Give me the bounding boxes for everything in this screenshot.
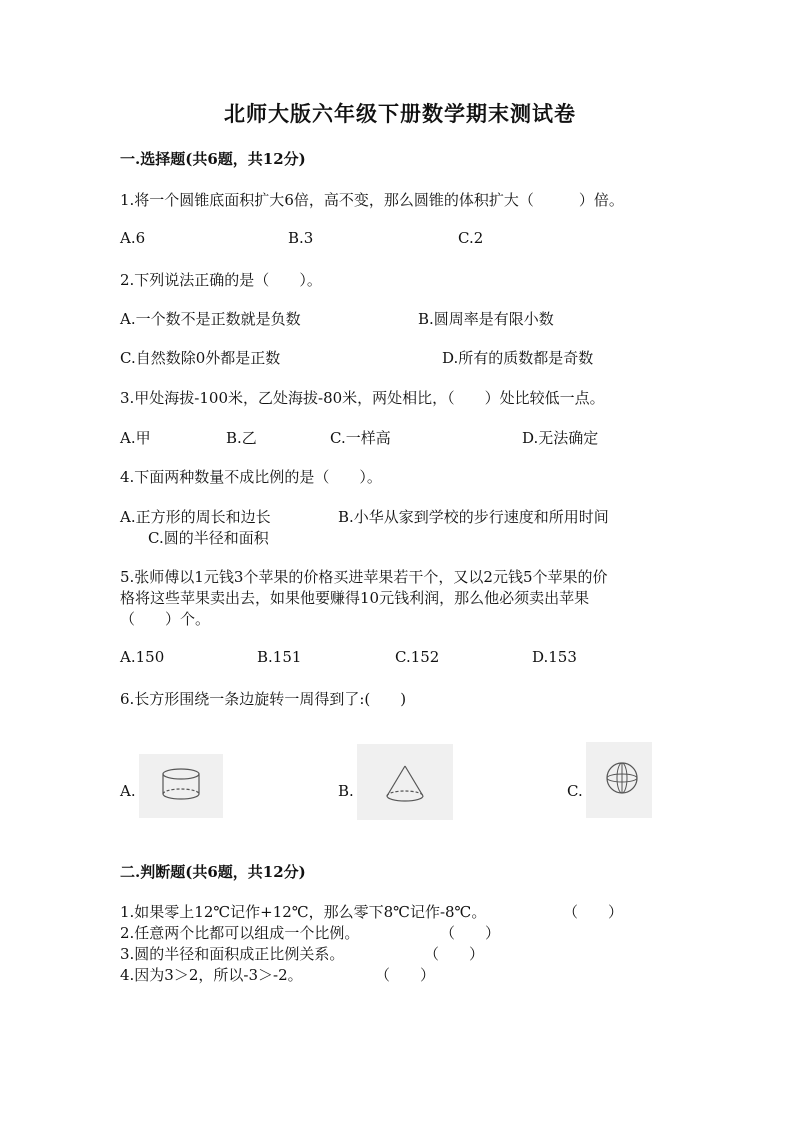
- question-3: 3.甲处海拔-100米，乙处海拔-80米，两处相比，（ ）处比较低一点。: [120, 389, 605, 407]
- judgment-2: 2.任意两个比都可以组成一个比例。: [120, 924, 360, 942]
- question-5-line-3: （ ）个。: [120, 610, 211, 628]
- judgment-3-blank: （ ）: [424, 945, 485, 963]
- judgment-2-blank: （ ）: [440, 924, 501, 942]
- q2-option-a: A.一个数不是正数就是负数: [120, 310, 301, 328]
- sphere-icon: [586, 742, 652, 818]
- q2-option-c: C.自然数除0外都是正数: [120, 349, 281, 367]
- question-4: 4.下面两种数量不成比例的是（ ）。: [120, 468, 382, 486]
- q3-option-b: B.乙: [226, 429, 257, 447]
- judgment-4: 4.因为3＞2，所以-3＞-2。: [120, 966, 303, 984]
- question-5-line-1: 5.张师傅以1元钱3个苹果的价格买进苹果若干个，又以2元钱5个苹果的价: [120, 568, 608, 586]
- question-6: 6.长方形围绕一条边旋转一周得到了:( ): [120, 690, 407, 708]
- sphere-figure: [586, 742, 652, 818]
- q3-option-d: D.无法确定: [522, 429, 599, 447]
- q1-option-b: B.3: [288, 229, 314, 247]
- q5-option-a: A.150: [120, 648, 165, 666]
- q5-option-c: C.152: [395, 648, 440, 666]
- q4-option-c: C.圆的半径和面积: [148, 529, 269, 547]
- q1-option-c: C.2: [458, 229, 484, 247]
- q4-option-a: A.正方形的周长和边长: [120, 508, 271, 526]
- cone-icon: [357, 744, 453, 820]
- cylinder-figure: [139, 754, 223, 818]
- judgment-1: 1.如果零上12℃记作+12℃，那么零下8℃记作-8℃。: [120, 903, 487, 921]
- cone-figure: [357, 744, 453, 820]
- cylinder-icon: [139, 754, 223, 818]
- q2-option-d: D.所有的质数都是奇数: [442, 349, 594, 367]
- question-5-line-2: 格将这些苹果卖出去，如果他要赚得10元钱利润，那么他必须卖出苹果: [120, 589, 590, 607]
- q2-option-b: B.圆周率是有限小数: [418, 310, 554, 328]
- judgment-4-blank: （ ）: [375, 966, 436, 984]
- q3-option-a: A.甲: [120, 429, 151, 447]
- q5-option-d: D.153: [532, 648, 577, 666]
- judgment-1-blank: （ ）: [563, 903, 624, 921]
- q4-option-b: B.小华从家到学校的步行速度和所用时间: [338, 508, 609, 526]
- q6-option-a-label: A.: [120, 782, 136, 800]
- section-header-judgment: 二.判断题(共6题，共12分): [120, 863, 306, 881]
- q3-option-c: C.一样高: [330, 429, 391, 447]
- q5-option-b: B.151: [257, 648, 302, 666]
- q6-option-c-label: C.: [567, 782, 583, 800]
- page-title: 北师大版六年级下册数学期末测试卷: [224, 101, 576, 126]
- q6-option-b-label: B.: [338, 782, 354, 800]
- question-2: 2.下列说法正确的是（ ）。: [120, 271, 322, 289]
- section-header-choice: 一.选择题(共6题，共12分): [120, 150, 306, 168]
- q1-option-a: A.6: [120, 229, 146, 247]
- judgment-3: 3.圆的半径和面积成正比例关系。: [120, 945, 345, 963]
- question-1: 1.将一个圆锥底面积扩大6倍，高不变，那么圆锥的体积扩大（ ）倍。: [120, 191, 624, 209]
